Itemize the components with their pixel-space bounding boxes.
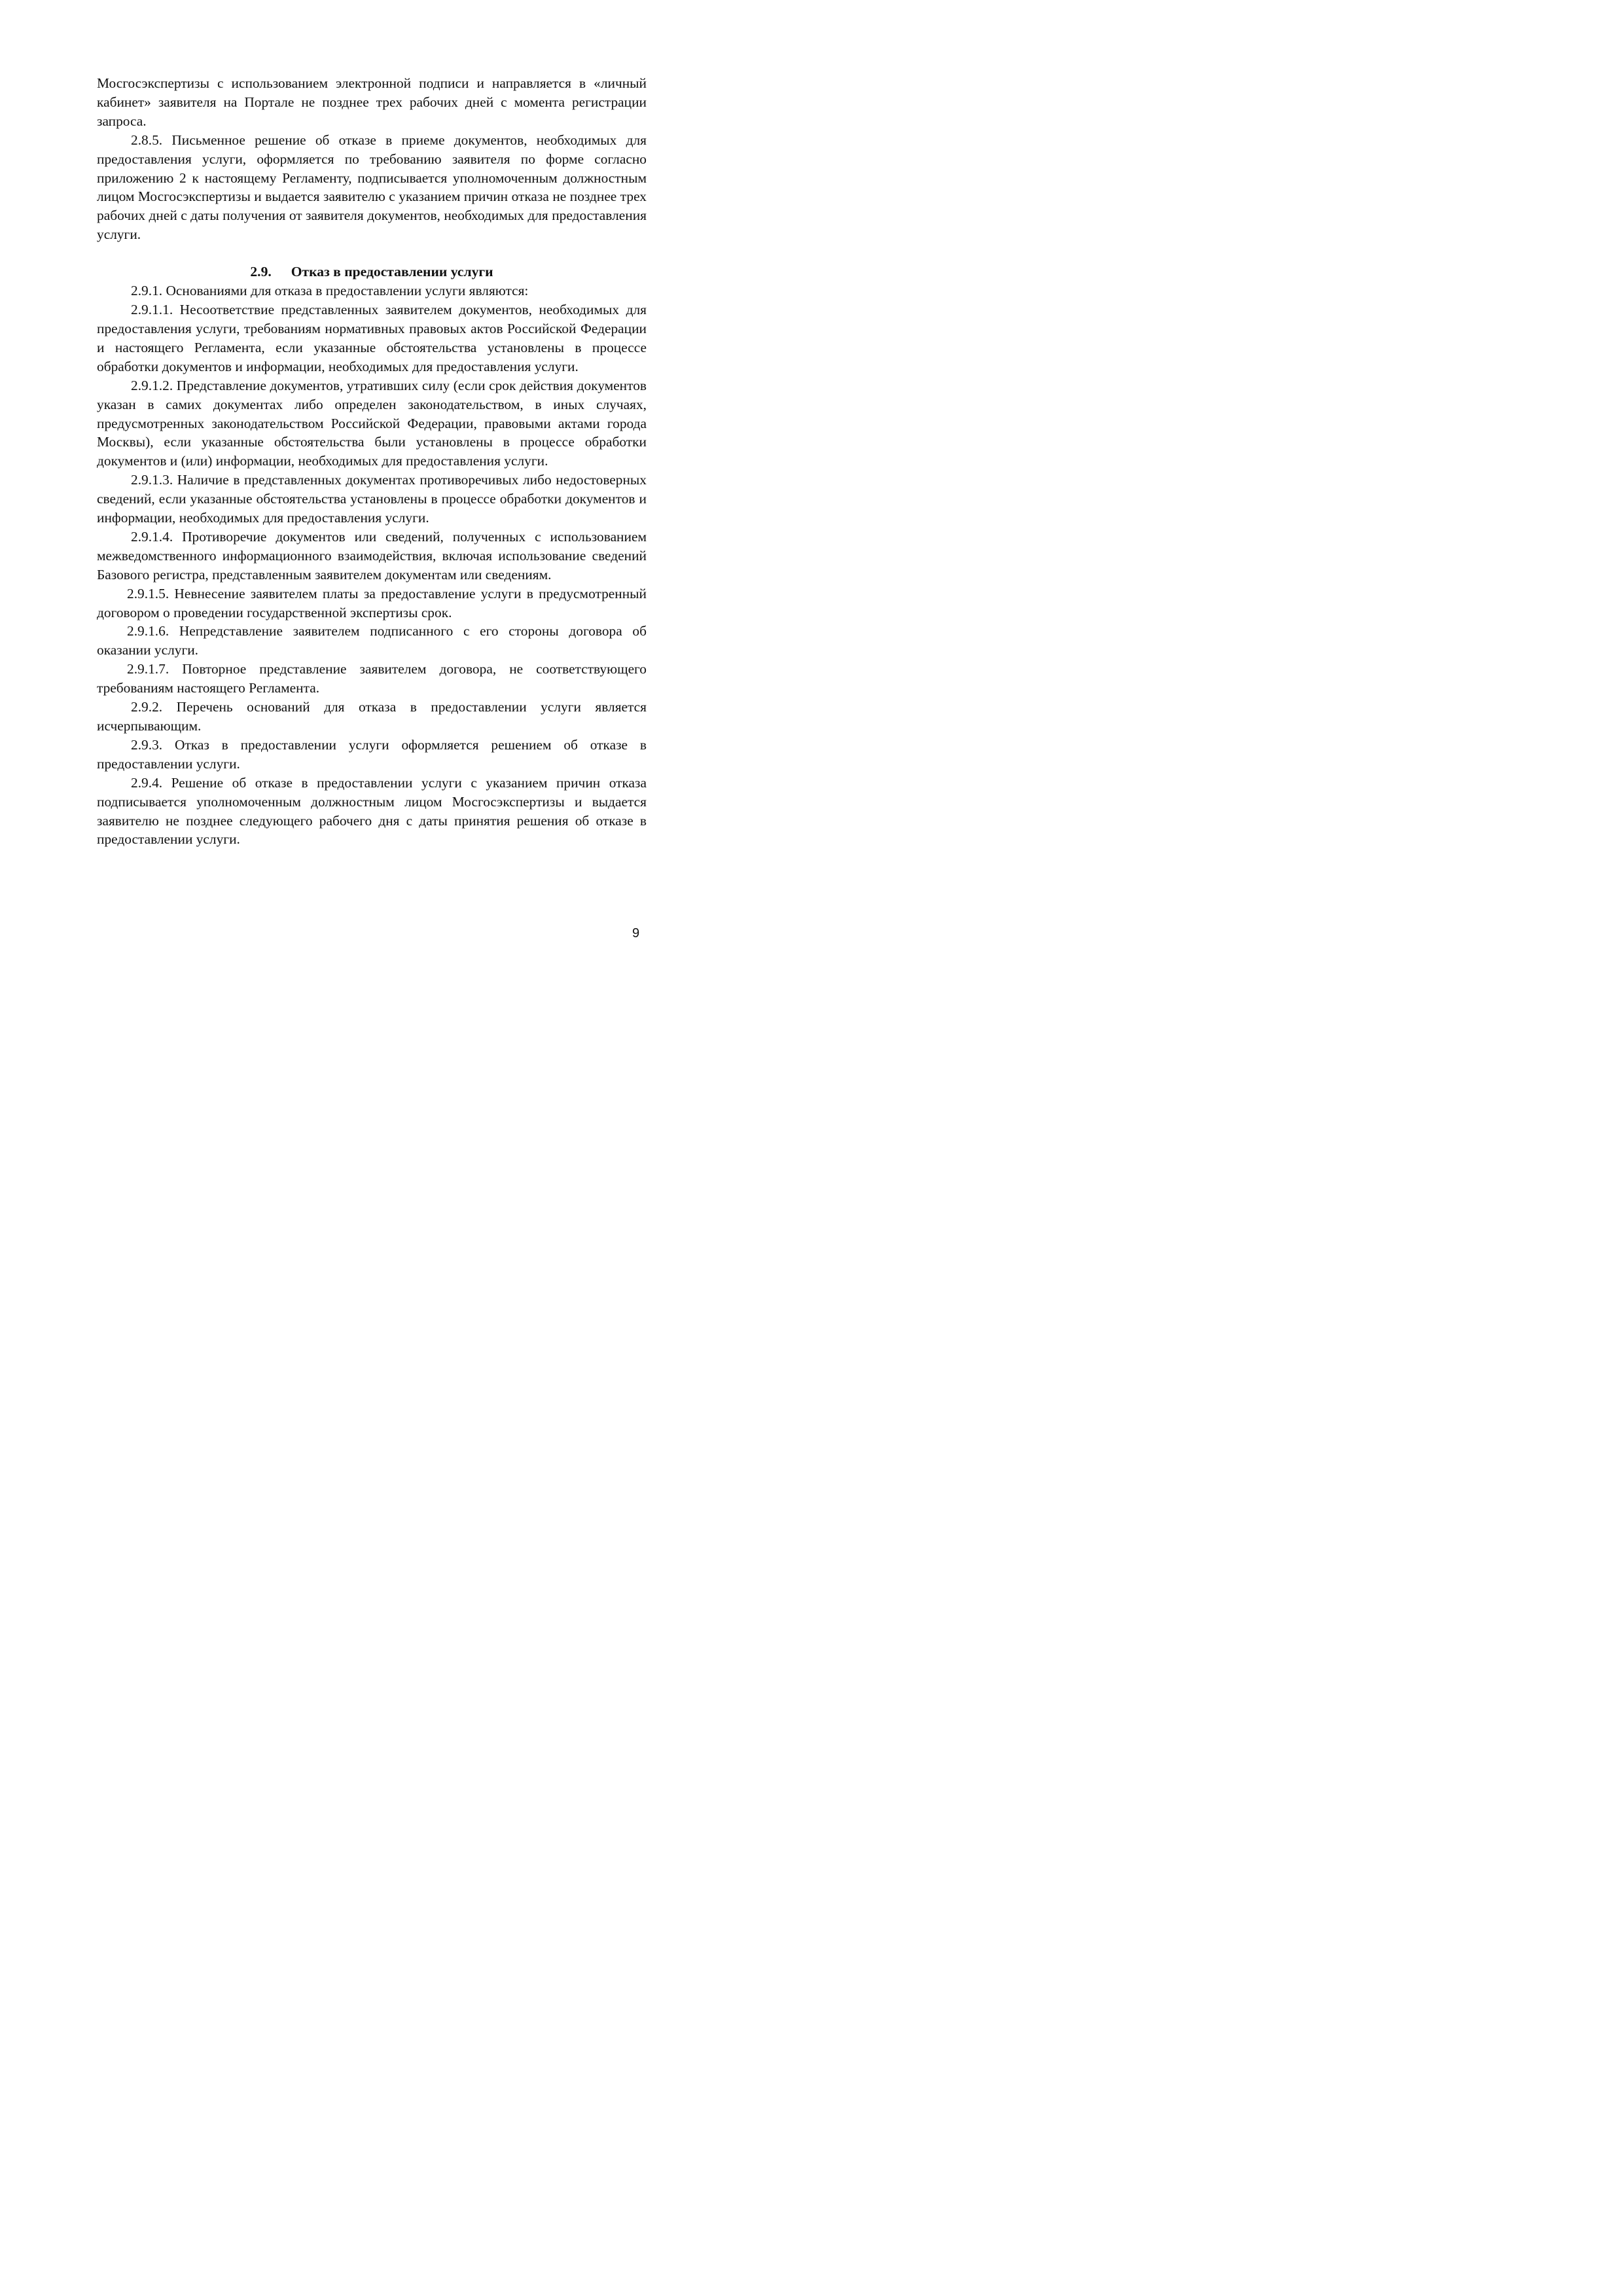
paragraph-continuation: Мосгосэкспертизы с использованием электронной подписи и направляется в «личный кабинет» заявителя на Портале не позднее трех рабочих дней с момента регистрации запроса.: [97, 75, 647, 129]
section-heading: [97, 262, 647, 281]
paragraph-2-9-1: 2.9.1. Основаниями для отказа в предоставлении услуги являются:: [131, 283, 529, 299]
paragraph-2-9-1-7: 2.9.1.7. Повторное представление заявителем договора, не соответствующего требованиям настоящего Регламента.: [97, 661, 647, 696]
section-title: Отказ в предоставлении услуги: [291, 264, 493, 280]
page-number: 9: [632, 926, 640, 941]
paragraph-2-9-3: 2.9.3. Отказ в предоставлении услуги оформляется решением об отказе в предоставлении услуги.: [97, 736, 647, 772]
paragraph-2-9-1-4: 2.9.1.4. Противоречие документов или сведений, полученных с использованием межведомственного информационного взаимодействия, включая использование сведений Базового регистра, представленным заявителем документам или сведениям.: [97, 528, 647, 583]
paragraph-2-9-1-6: 2.9.1.6. Непредставление заявителем подписанного с его стороны договора об оказании услуги.: [97, 623, 647, 658]
page-body: [97, 74, 647, 849]
paragraph-2-9-1-3: 2.9.1.3. Наличие в представленных документах противоречивых либо недостоверных сведений, если указанные обстоятельства установлены в процессе обработки документов и информации, необходимых для предоставления услуги.: [97, 472, 647, 526]
section-number: 2.9.: [250, 264, 272, 280]
paragraph-2-9-4: 2.9.4. Решение об отказе в предоставлении услуги с указанием причин отказа подписывается уполномоченным должностным лицом Мосгосэкспертизы и выдается заявителю не позднее следующего рабочего дня с даты принятия решения об отказе в предоставлении услуги.: [97, 774, 647, 848]
paragraph-2-9-1-2: 2.9.1.2. Представление документов, утративших силу (если срок действия документов указан в самих документах либо определен законодательством, в иных случаях, предусмотренных законодательством Российской Федерации, правовыми актами города Москвы), если указанные обстоятельства были установлены в процессе обработки документов и (или) информации, необходимых для предоставления услуги.: [97, 377, 647, 469]
paragraph-2-8-5: 2.8.5. Письменное решение об отказе в приеме документов, необходимых для предоставления услуги, оформляется по требованию заявителя по форме согласно приложению 2 к настоящему Регламенту, подписывается уполномоченным должностным лицом Мосгосэкспертизы и выдается заявителю с указанием причин отказа не позднее трех рабочих дней с даты получения от заявителя документов, необходимых для предоставления услуги.: [97, 132, 647, 243]
paragraph-2-9-1-1: 2.9.1.1. Несоответствие представленных заявителем документов, необходимых для предоставления услуги, требованиям нормативных правовых актов Российской Федерации и настоящего Регламента, если указанные обстоятельства установлены в процессе обработки документов и информации, необходимых для предоставления услуги.: [97, 302, 647, 374]
document-page: [0, 0, 721, 1020]
paragraph-2-9-1-5: 2.9.1.5. Невнесение заявителем платы за предоставление услуги в предусмотренный договором о проведении государственной экспертизы срок.: [97, 585, 647, 620]
paragraph-2-9-2: 2.9.2. Перечень оснований для отказа в предоставлении услуги является исчерпывающим.: [97, 699, 647, 734]
